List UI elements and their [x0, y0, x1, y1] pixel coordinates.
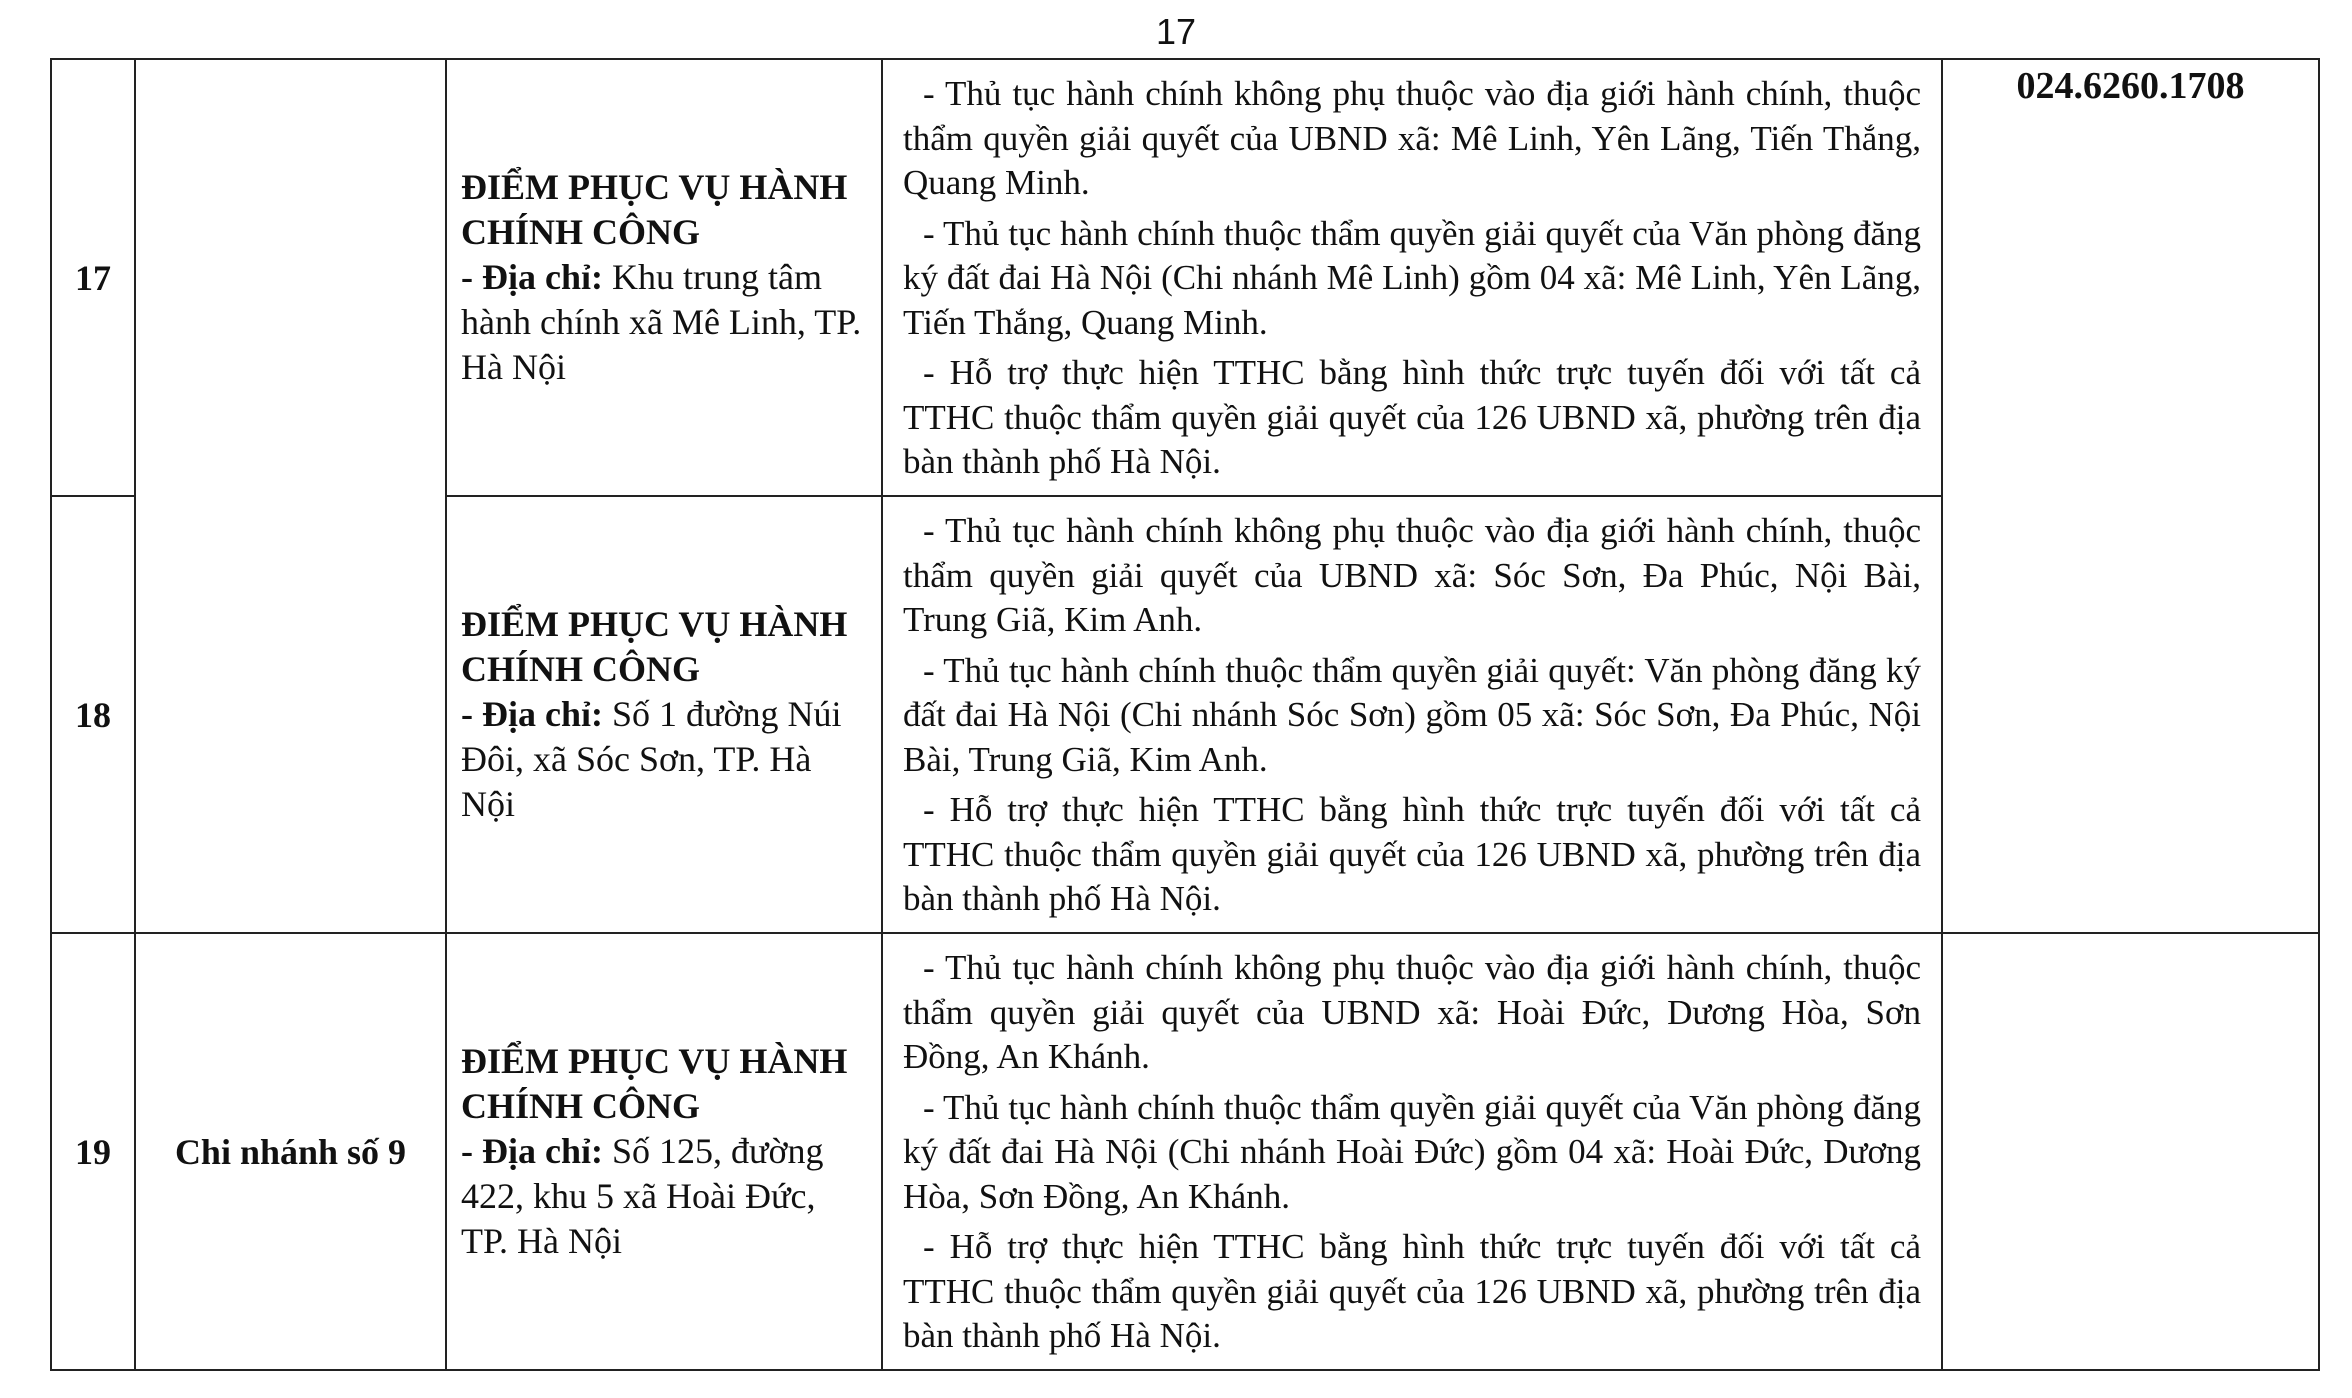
- scope-item: - Hỗ trợ thực hiện TTHC bằng hình thức trực tuyến đối với tất cả TTHC thuộc thẩm quyền giải quyết của 126 UBND xã, phường trên địa bàn thành phố Hà Nội.: [903, 353, 1921, 482]
- scope-item: - Hỗ trợ thực hiện TTHC bằng hình thức trực tuyến đối với tất cả TTHC thuộc thẩm quyền giải quyết của 126 UBND xã, phường trên địa bàn thành phố Hà Nội.: [903, 1227, 1921, 1356]
- office-title: ĐIỂM PHỤC VỤ HÀNH CHÍNH CÔNG: [461, 604, 848, 689]
- scope-item: - Thủ tục hành chính không phụ thuộc vào địa giới hành chính, thuộc thẩm quyền giải quyết của UBND xã: Mê Linh, Yên Lãng, Tiến Thắng, Quang Minh.: [903, 74, 1921, 203]
- office-title: ĐIỂM PHỤC VỤ HÀNH CHÍNH CÔNG: [461, 1041, 848, 1126]
- scope-cell: [882, 496, 1942, 933]
- scope-cell: [882, 933, 1942, 1370]
- address-text: Số 1 đường Núi Đôi, xã Sóc Sơn, TP. Hà Nội: [461, 694, 842, 824]
- row-number: 18: [51, 496, 135, 933]
- row-number: 19: [51, 933, 135, 1370]
- phone-cell-empty: [1942, 933, 2319, 1370]
- branch-name: Chi nhánh số 9: [135, 933, 446, 1370]
- office-cell: [446, 933, 882, 1370]
- phone-number: 024.6260.1708: [1942, 59, 2319, 933]
- scope-item: - Thủ tục hành chính không phụ thuộc vào địa giới hành chính, thuộc thẩm quyền giải quyết của UBND xã: Hoài Đức, Dương Hòa, Sơn Đồng, An Khánh.: [903, 948, 1921, 1077]
- office-cell: [446, 59, 882, 496]
- scope-item: - Hỗ trợ thực hiện TTHC bằng hình thức trực tuyến đối với tất cả TTHC thuộc thẩm quyền giải quyết của 126 UBND xã, phường trên địa bàn thành phố Hà Nội.: [903, 790, 1921, 919]
- page-number: 17: [1155, 11, 1197, 52]
- service-points-table: [50, 58, 2320, 1371]
- address-text: Khu trung tâm hành chính xã Mê Linh, TP. Hà Nội: [461, 257, 862, 387]
- scope-item: - Thủ tục hành chính thuộc thẩm quyền giải quyết của Văn phòng đăng ký đất đai Hà Nội (Chi nhánh Hoài Đức) gồm 04 xã: Hoài Đức, Dương Hòa, Sơn Đồng, An Khánh.: [903, 1087, 1921, 1216]
- row-number: 17: [51, 59, 135, 496]
- scope-item: - Thủ tục hành chính không phụ thuộc vào địa giới hành chính, thuộc thẩm quyền giải quyết của UBND xã: Sóc Sơn, Đa Phúc, Nội Bài, Trung Giã, Kim Anh.: [903, 511, 1921, 640]
- scope-item: - Thủ tục hành chính thuộc thẩm quyền giải quyết của Văn phòng đăng ký đất đai Hà Nội (Chi nhánh Mê Linh) gồm 04 xã: Mê Linh, Yên Lãng, Tiến Thắng, Quang Minh.: [903, 213, 1921, 342]
- office-cell: [446, 496, 882, 933]
- address-label: - Địa chỉ:: [461, 257, 603, 297]
- branch-cell-empty: [135, 59, 446, 933]
- scope-cell: [882, 59, 1942, 496]
- address-label: - Địa chỉ:: [461, 694, 603, 734]
- address-text: Số 125, đường 422, khu 5 xã Hoài Đức, TP. Hà Nội: [461, 1131, 824, 1261]
- office-title: ĐIỂM PHỤC VỤ HÀNH CHÍNH CÔNG: [461, 167, 848, 252]
- address-label: - Địa chỉ:: [461, 1131, 603, 1171]
- table-row: [51, 59, 2319, 496]
- table-row: [51, 933, 2319, 1370]
- scope-item: - Thủ tục hành chính thuộc thẩm quyền giải quyết: Văn phòng đăng ký đất đai Hà Nội (Chi nhánh Sóc Sơn) gồm 05 xã: Sóc Sơn, Đa Phúc, Nội Bài, Trung Giã, Kim Anh.: [903, 650, 1921, 779]
